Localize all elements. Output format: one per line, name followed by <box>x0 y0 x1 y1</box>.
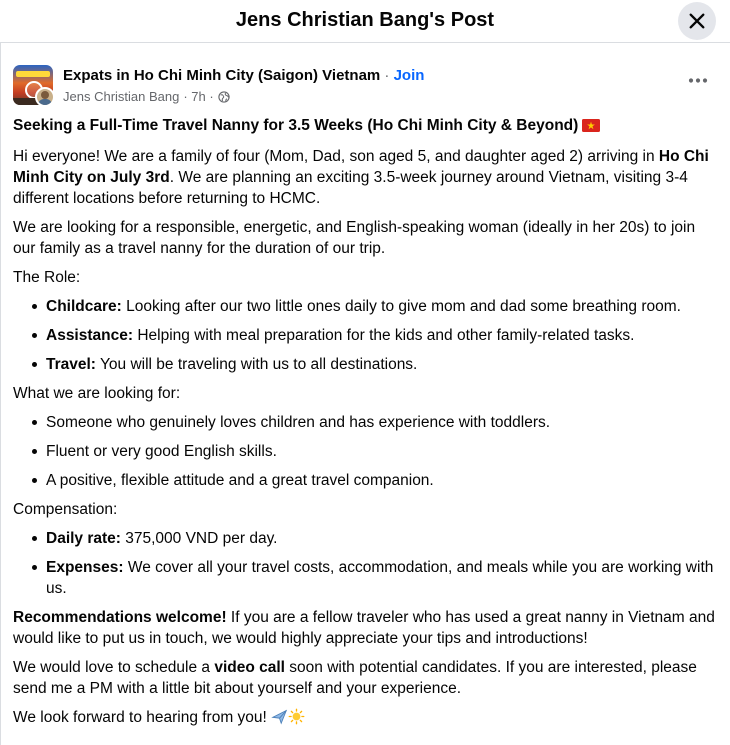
group-line <box>63 67 424 84</box>
role-item-assistance <box>13 325 720 346</box>
group-name-link[interactable]: Expats in Ho Chi Minh City (Saigon) Vietnam <box>63 67 381 84</box>
looking-paragraph: We are looking for a responsible, energetic, and English-speaking woman (ideally in her 20s) to join our family as a travel nanny for the duration of our trip. <box>13 219 696 257</box>
post-time[interactable]: · 7h · <box>183 89 214 104</box>
sun-icon <box>288 708 305 725</box>
compensation-item-expenses <box>13 557 720 599</box>
group-avatar-banner <box>16 71 50 77</box>
author-avatar-body <box>38 99 52 107</box>
join-link[interactable]: Join <box>393 67 425 84</box>
role-item-travel <box>13 354 720 375</box>
looking-heading: What we are looking for: <box>13 385 181 402</box>
role-item-label: Childcare: <box>46 298 122 315</box>
intro-bold-arrival: Ho Chi Minh City on July 3rd <box>13 148 709 186</box>
closing-text: We look forward to hearing from you! <box>13 709 272 726</box>
looking-item: Someone who genuinely loves children and has experience with toddlers. <box>13 412 720 433</box>
modal-left-border <box>0 42 1 745</box>
close-button[interactable] <box>678 2 716 40</box>
intro-text-1: Hi everyone! We are a family of four (Mom, Dad, son aged 5, and daughter aged 2) arriving in <box>13 148 659 165</box>
role-item-text: Helping with meal preparation for the kids and other family-related tasks. <box>133 327 635 344</box>
separator: · <box>384 67 390 84</box>
compensation-list <box>13 528 720 599</box>
compensation-item-label: Daily rate: <box>46 530 121 547</box>
closing-paragraph <box>13 707 720 728</box>
post-meta <box>63 89 230 104</box>
role-item-label: Assistance: <box>46 327 134 344</box>
author-name-link[interactable]: Jens Christian Bang <box>63 89 180 104</box>
role-item-label: Travel: <box>46 356 96 373</box>
compensation-item-text: We cover all your travel costs, accommodation, and meals while you are working with us. <box>46 559 714 597</box>
modal-title: Jens Christian Bang's Post <box>235 9 495 31</box>
schedule-bold-video-call: video call <box>214 659 285 676</box>
vietnam-flag-icon <box>582 119 600 132</box>
close-icon <box>688 12 706 30</box>
more-options-icon <box>688 78 708 83</box>
schedule-paragraph <box>13 657 720 699</box>
looking-item: A positive, flexible attitude and a great travel companion. <box>13 470 720 491</box>
more-options-button[interactable] <box>686 72 710 88</box>
compensation-item-daily-rate <box>13 528 720 549</box>
author-avatar-head <box>41 91 49 99</box>
recommendations-paragraph <box>13 607 720 649</box>
intro-text-2: . We are planning an exciting 3.5-week journey around Vietnam, visiting 3-4 different locations before returning to HCMC. <box>13 169 688 207</box>
post-title <box>13 115 720 136</box>
role-item-text: You will be traveling with us to all destinations. <box>95 356 418 373</box>
looking-list <box>13 412 720 491</box>
compensation-item-label: Expenses: <box>46 559 124 576</box>
post-body <box>13 115 720 736</box>
intro-paragraph <box>13 146 720 209</box>
recommendations-bold: Recommendations welcome! <box>13 609 227 626</box>
compensation-heading: Compensation: <box>13 501 118 518</box>
role-item-childcare <box>13 296 720 317</box>
recommendations-text: If you are a fellow traveler who has used a great nanny in Vietnam and would like to put us in touch, we would highly appreciate your tips and introductions! <box>13 609 715 647</box>
airplane-icon <box>271 708 288 725</box>
post-header <box>13 62 716 108</box>
role-item-text: Looking after our two little ones daily to give mom and dad some breathing room. <box>121 298 681 315</box>
role-list <box>13 296 720 375</box>
post-title-text: Seeking a Full-Time Travel Nanny for 3.5 Weeks (Ho Chi Minh City & Beyond) <box>13 117 579 134</box>
compensation-item-text: 375,000 VND per day. <box>120 530 278 547</box>
schedule-text-1: We would love to schedule a <box>13 659 215 676</box>
author-avatar[interactable] <box>35 87 55 107</box>
globe-icon[interactable] <box>218 91 230 103</box>
schedule-text-2: soon with potential candidates. If you are interested, please send me a PM with a little bit about yourself and your experience. <box>13 659 697 697</box>
role-heading: The Role: <box>13 269 81 286</box>
looking-item: Fluent or very good English skills. <box>13 441 720 462</box>
modal-header <box>0 0 730 43</box>
